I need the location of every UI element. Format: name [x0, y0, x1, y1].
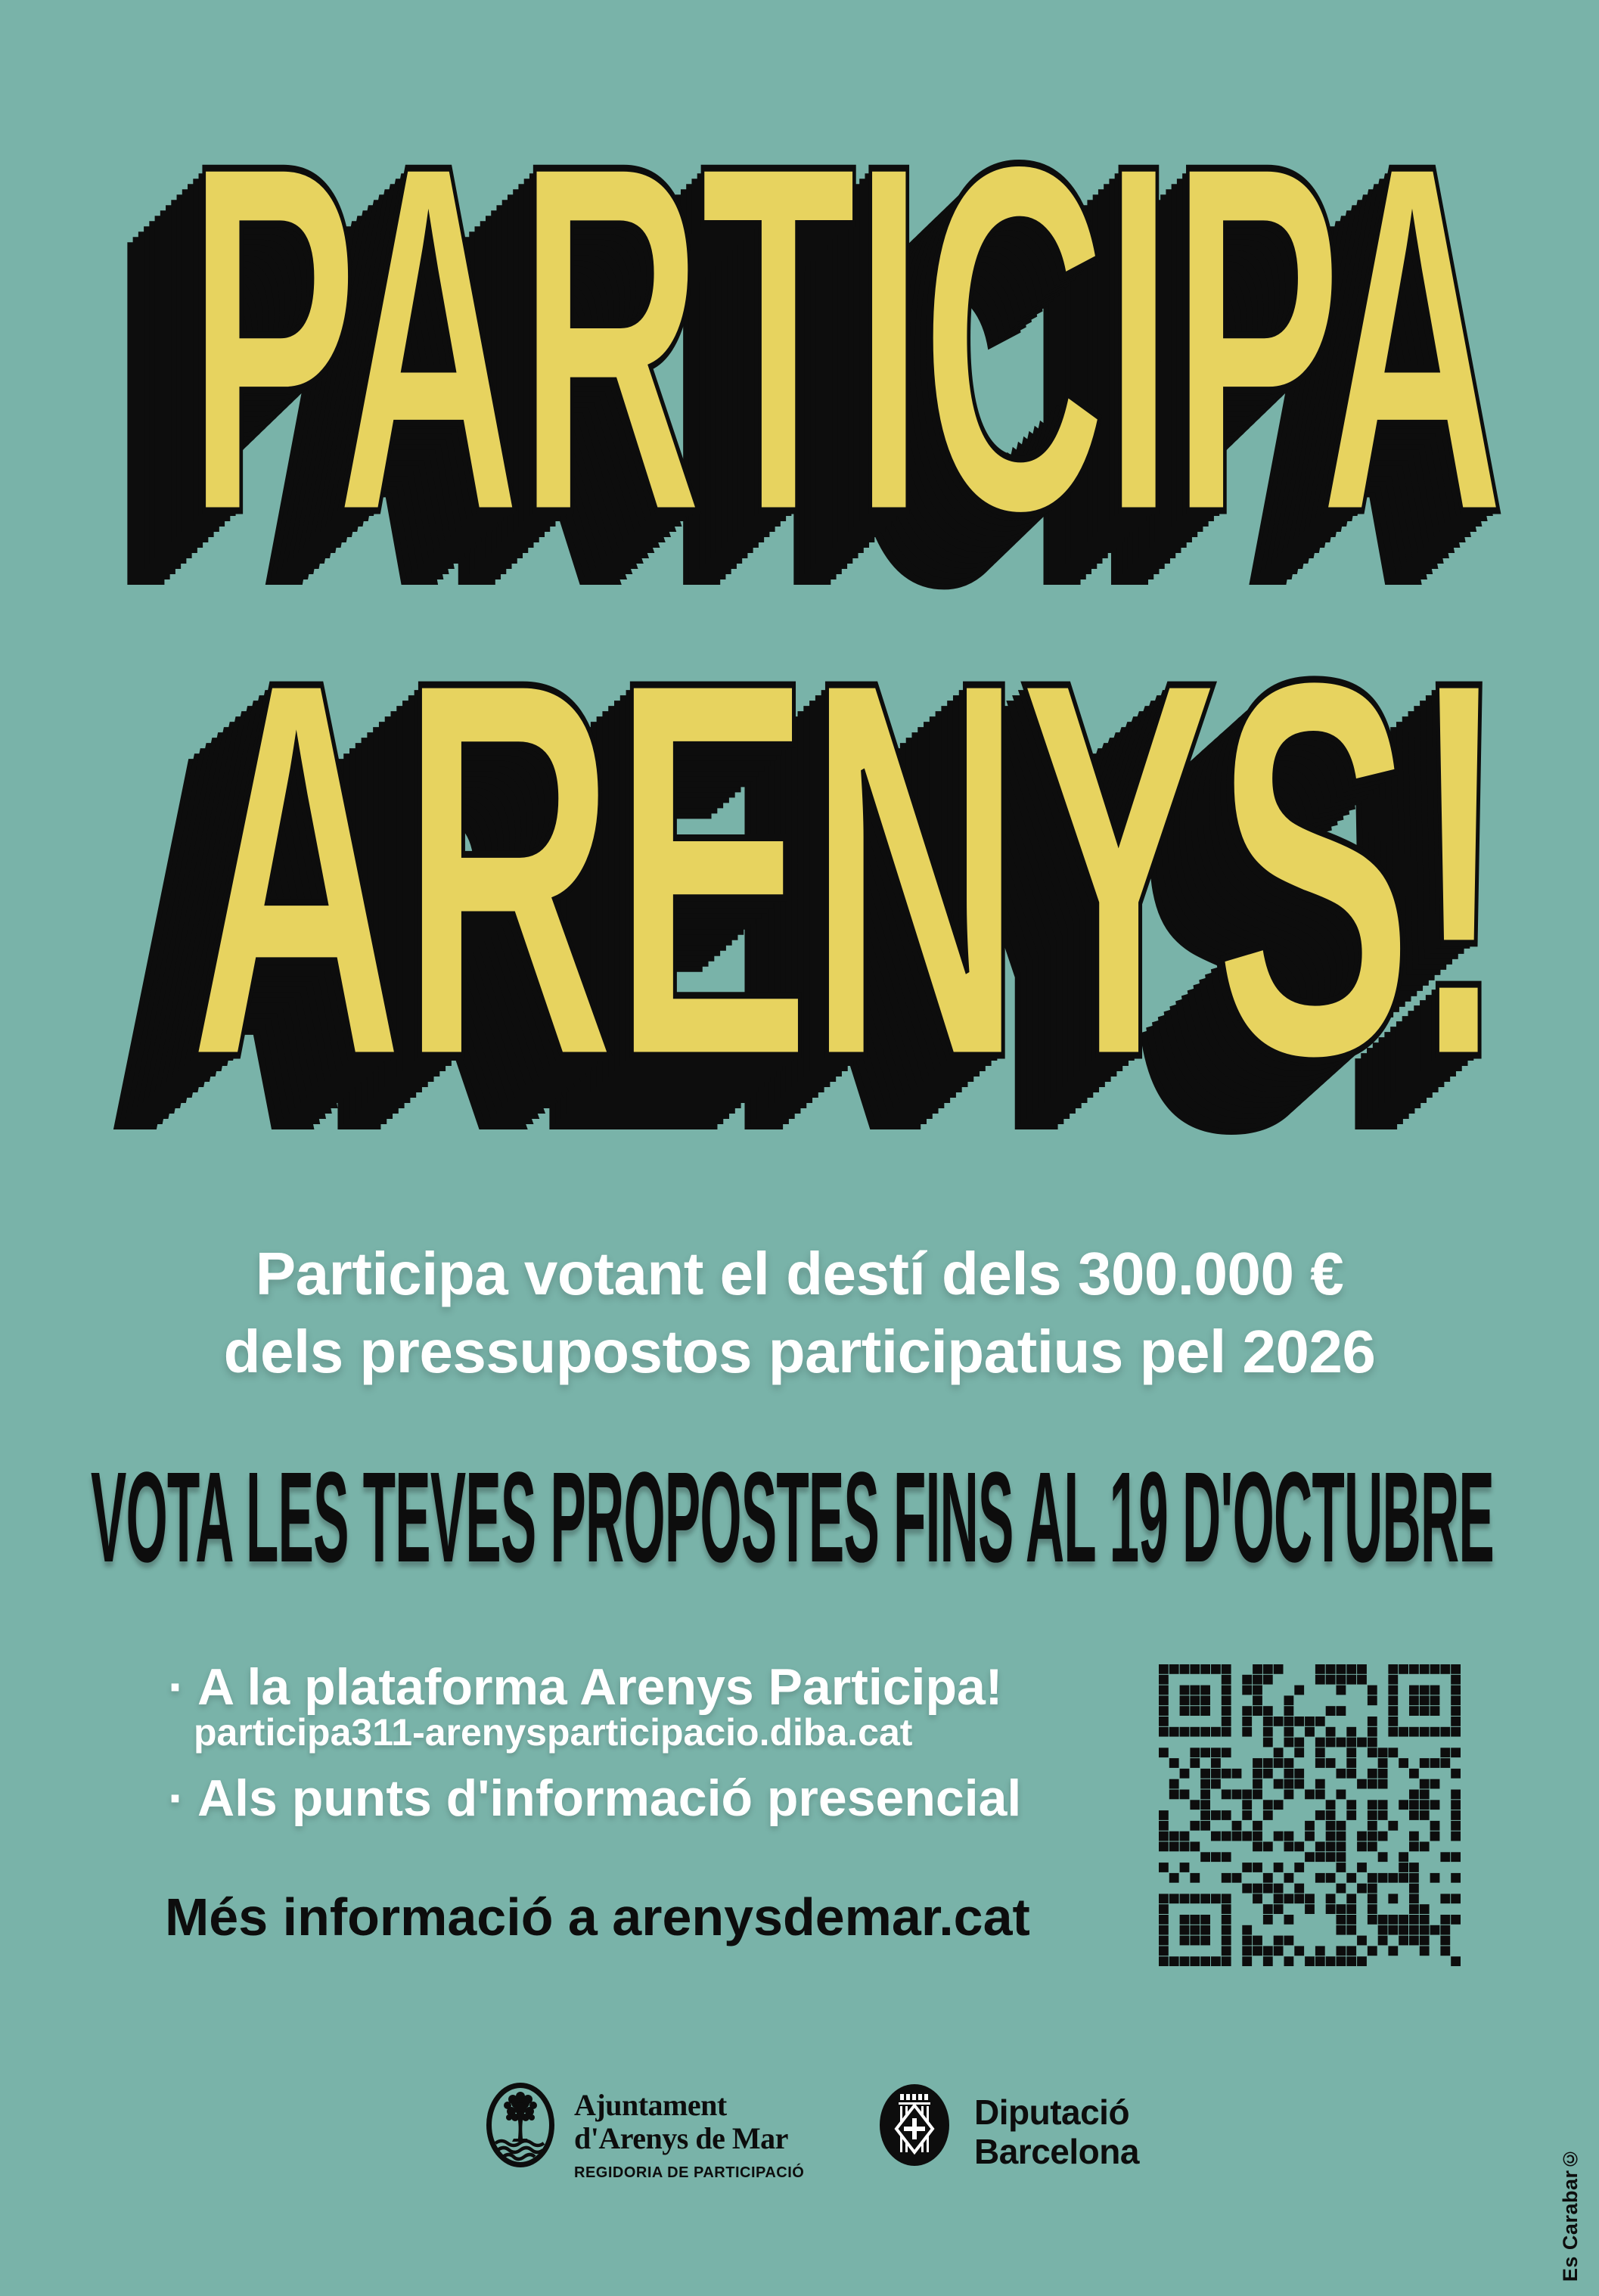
ajuntament-department: REGIDORIA DE PARTICIPACIÓ: [574, 2164, 805, 2181]
channel-inperson-item: · Als punts d'informació presencial: [168, 1769, 1022, 1827]
arenys-seal-icon: [486, 2083, 554, 2167]
more-info-line: Més informació a arenysdemar.cat: [165, 1887, 1030, 1946]
headline-participa: PARTICIPA: [187, 61, 1501, 617]
ajuntament-logo: [486, 2083, 804, 2182]
subtitle-line1: Participa votant el destí dels 300.000 €: [255, 1240, 1344, 1307]
channel-platform-item: · A la plataforma Arenys Participa!: [168, 1658, 1003, 1716]
diputacio-line1: Diputació: [974, 2092, 1130, 2132]
subtitle: [0, 1235, 1599, 1390]
platform-url: participa311-arenysparticipacio.diba.cat: [194, 1711, 913, 1754]
diputacio-logo: [877, 2083, 1139, 2172]
diputacio-line2: Barcelona: [974, 2131, 1139, 2171]
ajuntament-name-line1: Ajuntament: [574, 2088, 727, 2122]
diputacio-oval-icon: [877, 2083, 952, 2167]
credit-vertical-text: Es Carabar©: [1559, 2146, 1582, 2282]
deadline-banner: VOTA LES TEVES PROPOSTES FINS AL 19 D'OCTUBRE: [91, 1446, 1494, 1589]
qr-code: [1159, 1664, 1461, 1967]
headline-arenys: ARENYS!: [188, 567, 1504, 1170]
subtitle-line2: dels pressupostos participatius pel 2026: [223, 1318, 1376, 1386]
ajuntament-name-line2: d'Arenys de Mar: [574, 2121, 788, 2155]
